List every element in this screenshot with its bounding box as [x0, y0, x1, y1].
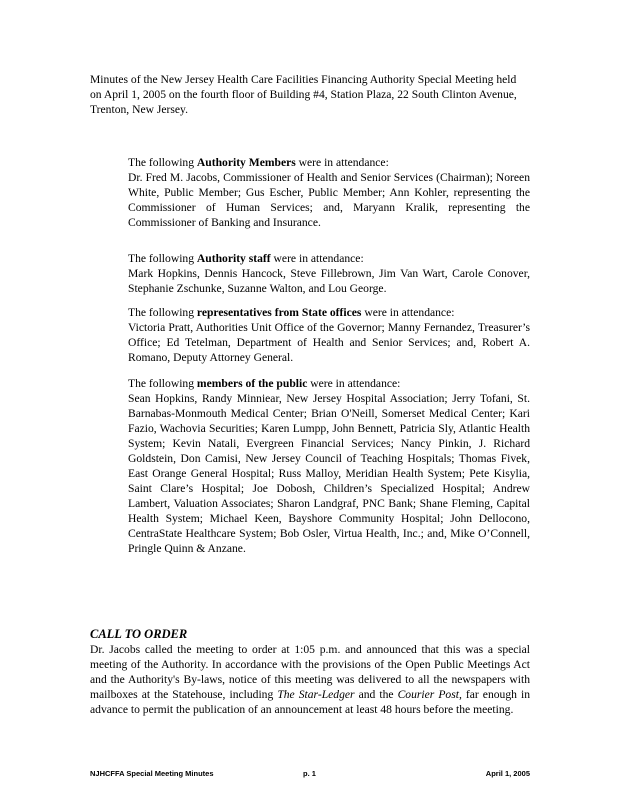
- state-attendance-section: [128, 305, 530, 365]
- call-to-order-heading: CALL TO ORDER: [90, 627, 188, 641]
- state-heading-bold: representatives from State offices: [196, 306, 362, 319]
- public-list: Sean Hopkins, Randy Minniear, New Jersey Hospital Association; Jerry Tofani, St. Barnabas-Monmouth Medical Center; Brian O'Neill, Somerset Medical Center; Kari Fazio, Wachovia Securities; Karen Lumpp, John Bennett, Patricia Sly, Atlantic Health System; Kevin Natali, Evergreen Financial Services; Nancy Pinkin, J. Richard Goldstein, Don Camisi, New Jersey Council of Teaching Hospitals; Thomas Fivek, East Orange General Hospital; Russ Malloy, Meridian Health System; Pete Kisylia, Saint Clare’s Hospital; Joe Dobosh, Children’s Specialized Hospital; Andrew Lambert, Valuation Associates; Sharon Landgraf, PNC Bank; Shane Fleming, Capital Health System; Michael Keen, Bayshore Community Hospital; John Dellocono, CentraState Healthcare System; Bob Osler, Virtua Health, Inc.; and, Mike O’Connell, Pringle Quinn & Anzane.: [128, 392, 530, 555]
- staff-attendance-section: [128, 251, 530, 296]
- public-heading: The following members of the public were in attendance:: [128, 377, 401, 390]
- members-heading-bold: Authority Members: [196, 156, 296, 169]
- members-heading: The following Authority Members were in attendance:: [128, 156, 389, 169]
- call-to-order-text: Dr. Jacobs called the meeting to order at 1:05 p.m. and announced that this was a special meeting of the Authority. In accordance with the provisions of the Open Public Meetings Act and the Authority's By-laws, notice of this meeting was delivered to all the newspapers with mailboxes at the Statehouse, including The Star-Ledger and the Courier Post, far enough in advance to permit the publication of an announcement at least 48 hours before the meeting.: [90, 643, 530, 716]
- public-heading-bold: members of the public: [196, 377, 308, 390]
- footer-page-number: p. 1: [303, 769, 316, 778]
- footer-date: April 1, 2005: [485, 769, 530, 778]
- call-to-order-section: [90, 627, 530, 717]
- newspaper-star-ledger: The Star-Ledger: [277, 688, 355, 701]
- staff-heading-bold: Authority staff: [196, 252, 271, 265]
- members-attendance-section: [128, 155, 530, 230]
- staff-heading: The following Authority staff were in attendance:: [128, 252, 364, 265]
- intro-paragraph: Minutes of the New Jersey Health Care Facilities Financing Authority Special Meeting held on April 1, 2005 on the fourth floor of Building #4, Station Plaza, 22 South Clinton Avenue, Trenton, New Jersey.: [90, 73, 517, 116]
- state-heading: The following representatives from State offices were in attendance:: [128, 306, 455, 319]
- public-attendance-section: [128, 376, 530, 556]
- footer-document-title: NJHCFFA Special Meeting Minutes: [90, 769, 214, 778]
- members-list: Dr. Fred M. Jacobs, Commissioner of Health and Senior Services (Chairman); Noreen White, Public Member; Gus Escher, Public Member; Ann Kohler, representing the Commissioner of Human Services; and, Maryann Kralik, representing the Commissioner of Banking and Insurance.: [128, 171, 530, 229]
- page-footer: [90, 769, 530, 781]
- staff-list: Mark Hopkins, Dennis Hancock, Steve Fillebrown, Jim Van Wart, Carole Conover, Stephanie Zschunke, Suzanne Walton, and Lou George.: [128, 267, 530, 295]
- state-list: Victoria Pratt, Authorities Unit Office of the Governor; Manny Fernandez, Treasurer’s Office; Ed Tetelman, Department of Health and Senior Services; and, Robert A. Romano, Deputy Attorney General.: [128, 321, 530, 364]
- newspaper-courier-post: Courier Post,: [397, 688, 462, 701]
